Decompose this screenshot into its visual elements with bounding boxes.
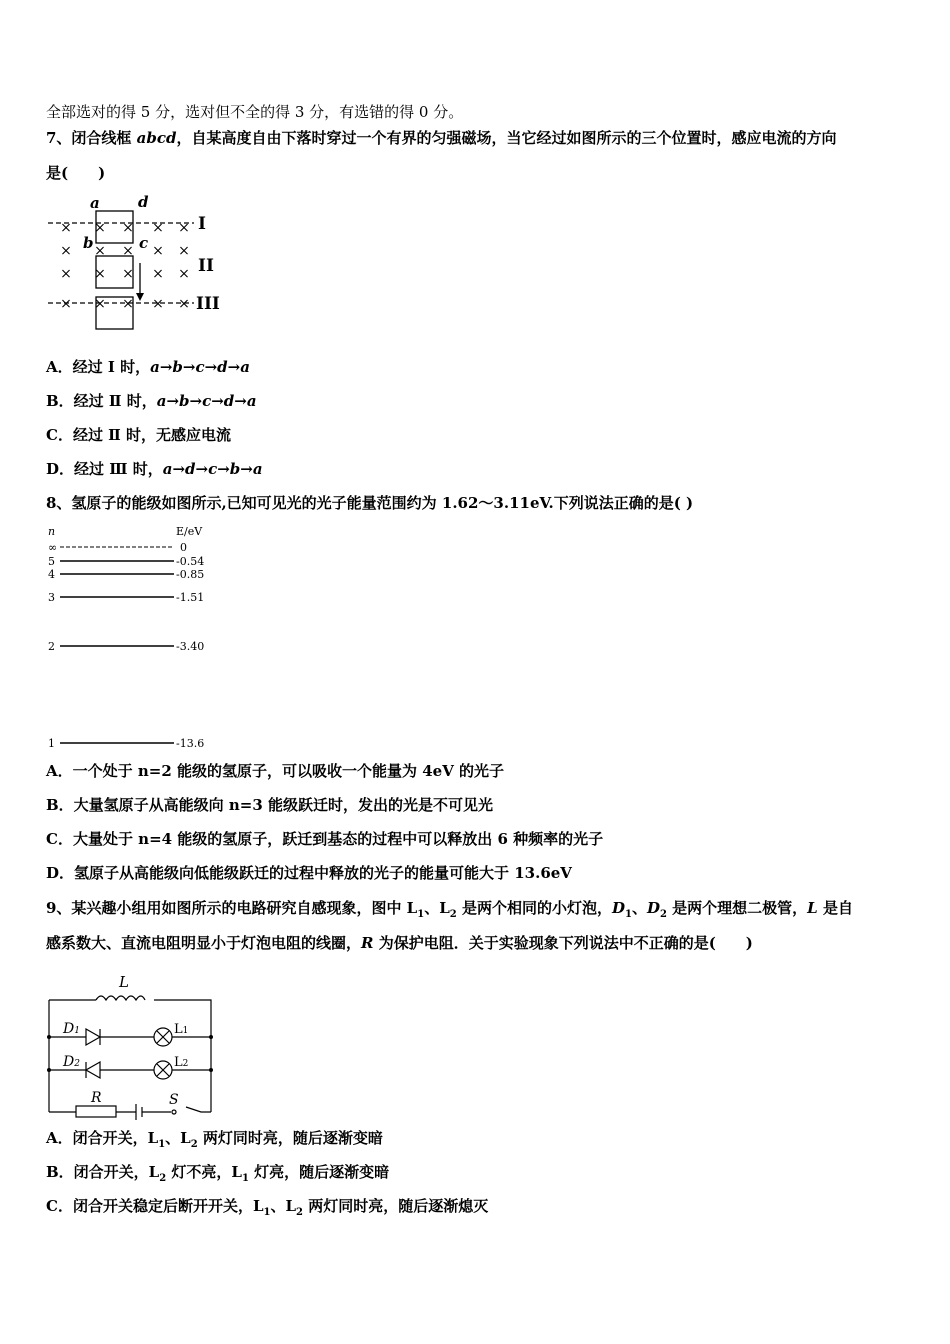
label-switch: S [169,1092,179,1108]
text-segment: B．大量氢原子从高能级向 n=3 能级跃迁时，发出的光是不可见光 [46,796,494,814]
field-cross-icon: × [60,296,72,312]
text-segment: abcd [136,129,177,147]
label-d: d [138,193,149,211]
figure-q7-magnetic-field [46,193,220,333]
text-line-q9-b [46,1162,389,1189]
field-cross-icon: × [122,296,134,312]
axis-label-n: n [48,525,56,538]
field-cross-icon: × [94,296,106,312]
field-cross-icon: × [60,266,72,282]
text-segment: R [361,934,374,952]
text-line-q8-d [46,863,572,883]
text-segment: A．一个处于 n=2 能级的氢原子，可以吸收一个能量为 4eV 的光子 [46,762,505,780]
text-line-q8-a [46,761,504,781]
text-segment: 2 [659,909,667,920]
text-line-q7-c [46,425,231,445]
text-segment: D [646,899,660,917]
text-segment: 7、闭合线框 [46,129,137,147]
level-n-label: 4 [48,568,55,581]
figure-q8-energy-levels [46,525,216,750]
text-segment: 1 [624,909,632,920]
text-line-q9-a [46,1128,383,1155]
level-energy-label: -0.54 [176,555,205,568]
text-segment: C．经过 Ⅱ 时，无感应电流 [46,426,232,444]
text-segment: 8、氢原子的能级如图所示,已知可见光的光子能量范围约为 1.62～3.11eV.下列说法正确的是( ) [46,494,694,512]
label-c: c [139,234,149,252]
text-segment: 2 [449,909,457,920]
text-segment: 、L [424,899,450,917]
text-segment: a→b→c→d→a [156,392,257,410]
level-energy-label: -13.6 [176,737,205,750]
region-label-2: II [198,256,214,276]
label-d2: D2 [63,1054,80,1070]
text-segment: 、 [631,899,647,917]
text-segment: ，自某高度自由下落时穿过一个有界的匀强磁场，当它经过如图所示的三个位置时，感应电流的方向 [176,129,837,147]
axis-label-energy: E/eV [176,525,203,538]
text-segment: 9、某兴趣小组用如图所示的电路研究自感现象，图中 L [46,899,418,917]
label-l2: L2 [174,1055,189,1070]
text-segment: 1 [417,909,425,920]
label-b: b [83,234,94,252]
level-energy-label: -0.85 [176,568,205,581]
level-n-label: 5 [48,555,55,568]
text-line-q8-b [46,795,493,815]
text-segment: 为保护电阻．关于实验现象下列说法中不正确的是( ) [373,934,753,952]
text-line-q7-stem-2 [46,163,105,183]
level-energy-label: -3.40 [176,640,205,653]
text-segment: 、L [270,1197,297,1215]
text-segment: A．经过 Ⅰ 时， [46,358,151,376]
text-segment: B．闭合开关，L [46,1163,160,1181]
text-line-intro [46,102,463,122]
level-n-label: 1 [48,737,55,750]
text-segment: C．闭合开关稳定后断开开关，L [46,1197,264,1215]
text-segment: 两灯同时亮，随后逐渐变暗 [197,1129,383,1147]
text-segment: D．经过 Ⅲ 时， [46,460,163,478]
text-segment: 是自 [817,899,853,917]
text-segment: a→d→c→b→a [162,460,263,478]
text-segment: L [807,899,818,917]
level-n-label: 2 [48,640,55,653]
label-inductor: L [119,973,129,991]
text-line-q7-d [46,459,263,479]
label-l1: L1 [174,1022,189,1037]
text-segment: 1 [241,1173,249,1184]
field-cross-icon: × [152,266,164,282]
text-segment: D．氢原子从高能级向低能级跃迁的过程中释放的光子的能量可能大于 13.6eV [46,864,572,882]
field-cross-icon: × [94,220,106,236]
text-line-q9-stem-1 [46,898,853,925]
field-cross-icon: × [122,243,134,259]
text-segment: 2 [296,1207,303,1218]
text-segment: B．经过 Ⅱ 时， [46,392,157,410]
text-segment: 灯不亮，L [166,1163,242,1181]
field-cross-icon: × [152,296,164,312]
text-segment: 感系数大、直流电阻明显小于灯泡电阻的线圈， [46,934,362,952]
level-energy-label: 0 [180,541,187,554]
text-segment: 2 [159,1173,167,1184]
level-n-label: 3 [48,591,55,604]
field-cross-icon: × [178,296,190,312]
text-segment: 是两个相同的小灯泡， [456,899,612,917]
text-line-q7-stem-1 [46,128,837,148]
field-cross-icon: × [122,220,134,236]
text-segment: 是( ) [46,164,106,182]
field-cross-icon: × [152,220,164,236]
region-label-1: I [198,214,206,234]
label-a: a [90,194,100,212]
text-line-q8-c [46,829,603,849]
text-segment: A．闭合开关，L [46,1129,159,1147]
text-segment: 、L [165,1129,191,1147]
text-segment: 2 [190,1139,198,1150]
label-resistor: R [91,1090,102,1106]
field-cross-icon: × [152,243,164,259]
field-cross-icon: × [60,243,72,259]
text-segment: 全部选对的得 5 分，选对但不全的得 3 分，有选错的得 0 分。 [46,103,464,121]
field-cross-icon: × [60,220,72,236]
field-cross-icon: × [178,220,190,236]
text-line-q9-stem-2 [46,933,753,953]
region-label-3: III [196,294,220,314]
text-line-q8-stem [46,493,693,513]
field-cross-icon: × [178,266,190,282]
field-cross-icon: × [94,266,106,282]
text-segment: 1 [263,1207,271,1218]
label-d1: D1 [63,1021,80,1037]
text-segment: D [611,899,625,917]
level-n-label: ∞ [48,541,58,554]
text-line-q9-c [46,1196,488,1223]
text-segment: a→b→c→d→a [150,358,250,376]
figure-q9-circuit [46,967,216,1107]
field-cross-icon: × [178,243,190,259]
text-segment: 是两个理想二极管， [666,899,808,917]
text-segment: 灯亮，随后逐渐变暗 [248,1163,390,1181]
text-segment: 两灯同时亮，随后逐渐熄灭 [303,1197,489,1215]
field-cross-icon: × [94,243,106,259]
text-line-q7-b [46,391,257,411]
level-energy-label: -1.51 [176,591,205,604]
field-cross-icon: × [122,266,134,282]
text-segment: C．大量处于 n=4 能级的氢原子，跃迁到基态的过程中可以释放出 6 种频率的光子 [46,830,604,848]
text-line-q7-a [46,357,250,377]
text-segment: 1 [158,1139,166,1150]
